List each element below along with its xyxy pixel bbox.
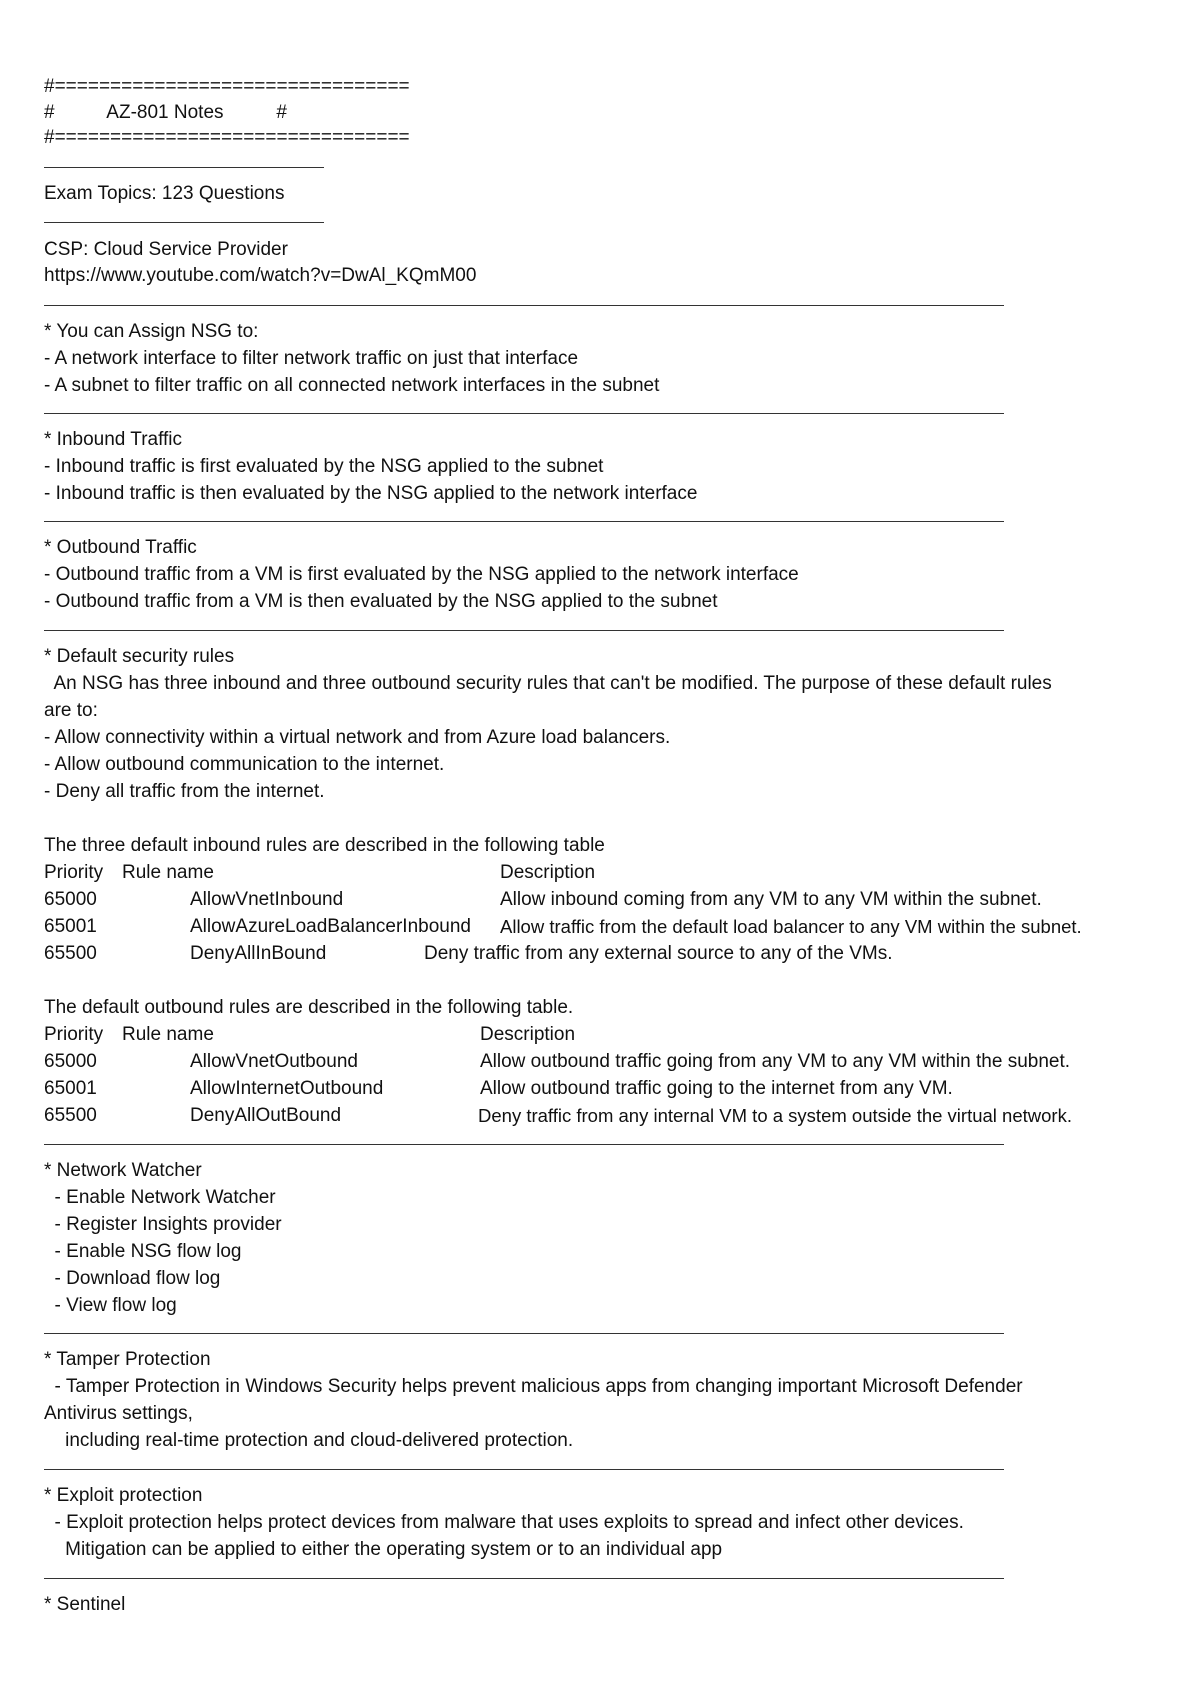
list-item: - Outbound traffic from a VM is first evaluated by the NSG applied to the network interface — [44, 564, 799, 585]
cell-rule-name: AllowInternetOutbound — [190, 1078, 384, 1099]
divider-long — [44, 1469, 1004, 1470]
tamper-text: Antivirus settings, — [44, 1403, 193, 1424]
tamper-text: including real-time protection and cloud-delivered protection. — [44, 1430, 574, 1451]
list-item: - A network interface to filter network traffic on just that interface — [44, 348, 579, 369]
list-item: - Enable NSG flow log — [44, 1241, 242, 1262]
youtube-link[interactable]: https://www.youtube.com/watch?v=DwAl_KQmM00 — [44, 265, 477, 286]
inbound-heading: * Inbound Traffic — [44, 429, 183, 450]
exploit-text: - Exploit protection helps protect devices from malware that uses exploits to spread and infect other devices. — [44, 1512, 964, 1533]
cell-priority: 65001 — [44, 1078, 97, 1099]
default-rules-intro: An NSG has three inbound and three outbound security rules that can't be modified. The purpose of these default rules — [44, 673, 1052, 694]
list-item: - Allow connectivity within a virtual network and from Azure load balancers. — [44, 727, 671, 748]
divider-long — [44, 1578, 1004, 1579]
tamper-text: - Tamper Protection in Windows Security helps prevent malicious apps from changing important Microsoft Defender — [44, 1376, 1023, 1397]
default-rules-heading: * Default security rules — [44, 646, 235, 667]
cell-rule-name: AllowVnetInbound — [190, 889, 344, 910]
divider-long — [44, 630, 1004, 631]
header-priority: Priority — [44, 1024, 104, 1045]
network-watcher-heading: * Network Watcher — [44, 1160, 202, 1181]
cell-description: Deny traffic from any external source to any of the VMs. — [424, 943, 893, 964]
cell-rule-name: DenyAllOutBound — [190, 1105, 342, 1126]
cell-priority: 65001 — [44, 916, 97, 937]
list-item: - Inbound traffic is first evaluated by the NSG applied to the subnet — [44, 456, 604, 477]
header-priority: Priority — [44, 862, 104, 883]
cell-description: Allow inbound coming from any VM to any VM within the subnet. — [500, 889, 1042, 910]
cell-description: Allow traffic from the default load balancer to any VM within the subnet. — [500, 916, 1082, 937]
cell-priority: 65000 — [44, 889, 97, 910]
list-item: - Deny all traffic from the internet. — [44, 781, 325, 802]
cell-priority: 65000 — [44, 1051, 97, 1072]
cell-rule-name: DenyAllInBound — [190, 943, 327, 964]
cell-rule-name: AllowAzureLoadBalancerInbound — [190, 916, 471, 937]
list-item: - View flow log — [44, 1295, 177, 1316]
exam-topics: Exam Topics: 123 Questions — [44, 183, 285, 204]
cell-priority: 65500 — [44, 943, 97, 964]
outbound-table-caption: The default outbound rules are described in the following table. — [44, 997, 574, 1018]
divider-long — [44, 305, 1004, 306]
header-description: Description — [500, 862, 596, 883]
header-border-bottom: #================================ — [44, 127, 410, 148]
divider-long — [44, 1333, 1004, 1334]
sentinel-heading: * Sentinel — [44, 1594, 126, 1615]
list-item: - Outbound traffic from a VM is then evaluated by the NSG applied to the subnet — [44, 591, 718, 612]
exploit-text: Mitigation can be applied to either the operating system or to an individual app — [44, 1539, 723, 1560]
cell-description: Allow outbound traffic going from any VM to any VM within the subnet. — [480, 1051, 1071, 1072]
tamper-heading: * Tamper Protection — [44, 1349, 211, 1370]
outbound-heading: * Outbound Traffic — [44, 537, 197, 558]
exploit-heading: * Exploit protection — [44, 1485, 203, 1506]
list-item: - Enable Network Watcher — [44, 1187, 276, 1208]
divider-short — [44, 167, 324, 168]
cell-description: Allow outbound traffic going to the internet from any VM. — [480, 1078, 953, 1099]
header-rule-name: Rule name — [122, 862, 214, 883]
cell-description: Deny traffic from any internal VM to a system outside the virtual network. — [478, 1105, 1072, 1126]
assign-nsg-heading: * You can Assign NSG to: — [44, 321, 259, 342]
list-item: - A subnet to filter traffic on all connected network interfaces in the subnet — [44, 375, 660, 396]
header-description: Description — [480, 1024, 576, 1045]
list-item: - Allow outbound communication to the internet. — [44, 754, 445, 775]
default-rules-intro: are to: — [44, 700, 98, 721]
divider-long — [44, 521, 1004, 522]
header-border-top: #================================ — [44, 76, 410, 97]
page-title: # AZ-801 Notes # — [44, 102, 287, 123]
header-rule-name: Rule name — [122, 1024, 214, 1045]
list-item: - Register Insights provider — [44, 1214, 282, 1235]
cell-rule-name: AllowVnetOutbound — [190, 1051, 358, 1072]
divider-long — [44, 413, 1004, 414]
inbound-table-caption: The three default inbound rules are described in the following table — [44, 835, 605, 856]
list-item: - Download flow log — [44, 1268, 221, 1289]
divider-short — [44, 222, 324, 223]
list-item: - Inbound traffic is then evaluated by the NSG applied to the network interface — [44, 483, 698, 504]
divider-long — [44, 1144, 1004, 1145]
csp-line: CSP: Cloud Service Provider — [44, 239, 288, 260]
cell-priority: 65500 — [44, 1105, 97, 1126]
